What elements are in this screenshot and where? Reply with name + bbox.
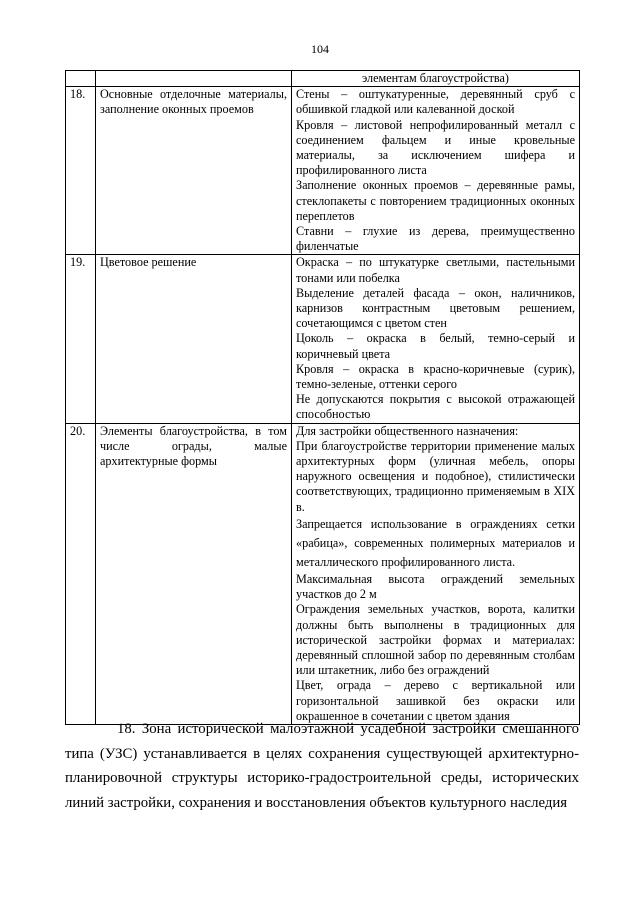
requirement-text: Стены – оштукатуренные, деревянный сруб с обшивкой гладкой или калеванной доской [296,87,575,117]
row-requirements [292,423,580,724]
row-name-text: Элементы благоустройства, в том числе ограды, малые архитектурные формы [100,423,287,469]
row-requirements [292,255,580,423]
row-name [96,255,292,423]
requirement-text: Цвет, ограда – дерево с вертикальной или горизонтальной зашивкой без окраски или окрашенное в сочетании с цветом здания [296,678,575,723]
cell-number [66,71,96,87]
requirement-text: Заполнение оконных проемов – деревянные рамы, стеклопакеты с повторением традиционных оконных переплетов [296,178,575,223]
page-number: 104 [311,42,329,56]
requirement-text: Запрещается использование в ограждениях сетки «рабица», современных полимерных материалов и металлического профилированного листа. [296,516,575,569]
requirement-text: Выделение деталей фасада – окон, наличников, карнизов контрастным цветовым решением, сочетающимся с цветом стен [296,285,575,331]
requirement-text: Кровля – окраска в красно-коричневые (сурик), темно-зеленые, оттенки серого [296,361,575,392]
requirement-text: Цоколь – окраска в белый, темно-серый и коричневый цвета [296,331,575,361]
table-row-18 [66,87,580,255]
requirement-text: Ставни – глухие из дерева, преимущественно филенчатые [296,224,575,254]
table-row-continuation [66,71,580,87]
requirement-text: Ограждения земельных участков, ворота, калитки должны быть выполнены в традиционных для исторической застройки формах и материалах: деревянный сплошной забор по деревянным столбам или штакетник, либо без ограждений [296,602,575,678]
continuation-text: элементам благоустройства) [362,71,509,85]
row-name-text: Цветовое решение [100,255,197,270]
requirement-text: При благоустройстве территории применение малых архитектурных форм (уличная мебель, опоры наружного освещения и подобное), стилистически соответствующих, традиционно применяемым в XIX в. [296,438,575,514]
table-row-20 [66,423,580,724]
row-number: 18. [66,87,96,255]
table-row-19 [66,255,580,423]
row-number: 19. [66,255,96,423]
cell-requirements [292,71,580,87]
requirement-text: Максимальная высота ограждений земельных участков до 2 м [296,571,575,602]
requirement-text: Кровля – листовой непрофилированный металл с соединением фальцем и иные кровельные материалы, за исключением шифера и профилированного листа [296,117,575,178]
requirement-text: Не допускаются покрытия с высокой отражающей способностью [296,392,575,422]
row-name [96,423,292,724]
requirement-text: Окраска – по штукатурке светлыми, пастельными тонами или побелка [296,255,575,285]
requirement-text: Для застройки общественного назначения: [296,423,519,438]
cell-name [96,71,292,87]
row-name [96,87,292,255]
row-number: 20. [66,423,96,724]
row-requirements [292,87,580,255]
regulations-table [65,70,580,725]
closing-paragraph: 18. Зона исторической малоэтажной усадебной застройки смешанного типа (УЗС) устанавливается в целях сохранения существующей архитектурно-планировочной структуры историко-градостроительной среды, исторических линий застройки, сохранения и восстановления объектов культурного наследия [65,721,579,811]
row-name-text: Основные отделочные материалы, заполнение оконных проемов [100,87,287,117]
